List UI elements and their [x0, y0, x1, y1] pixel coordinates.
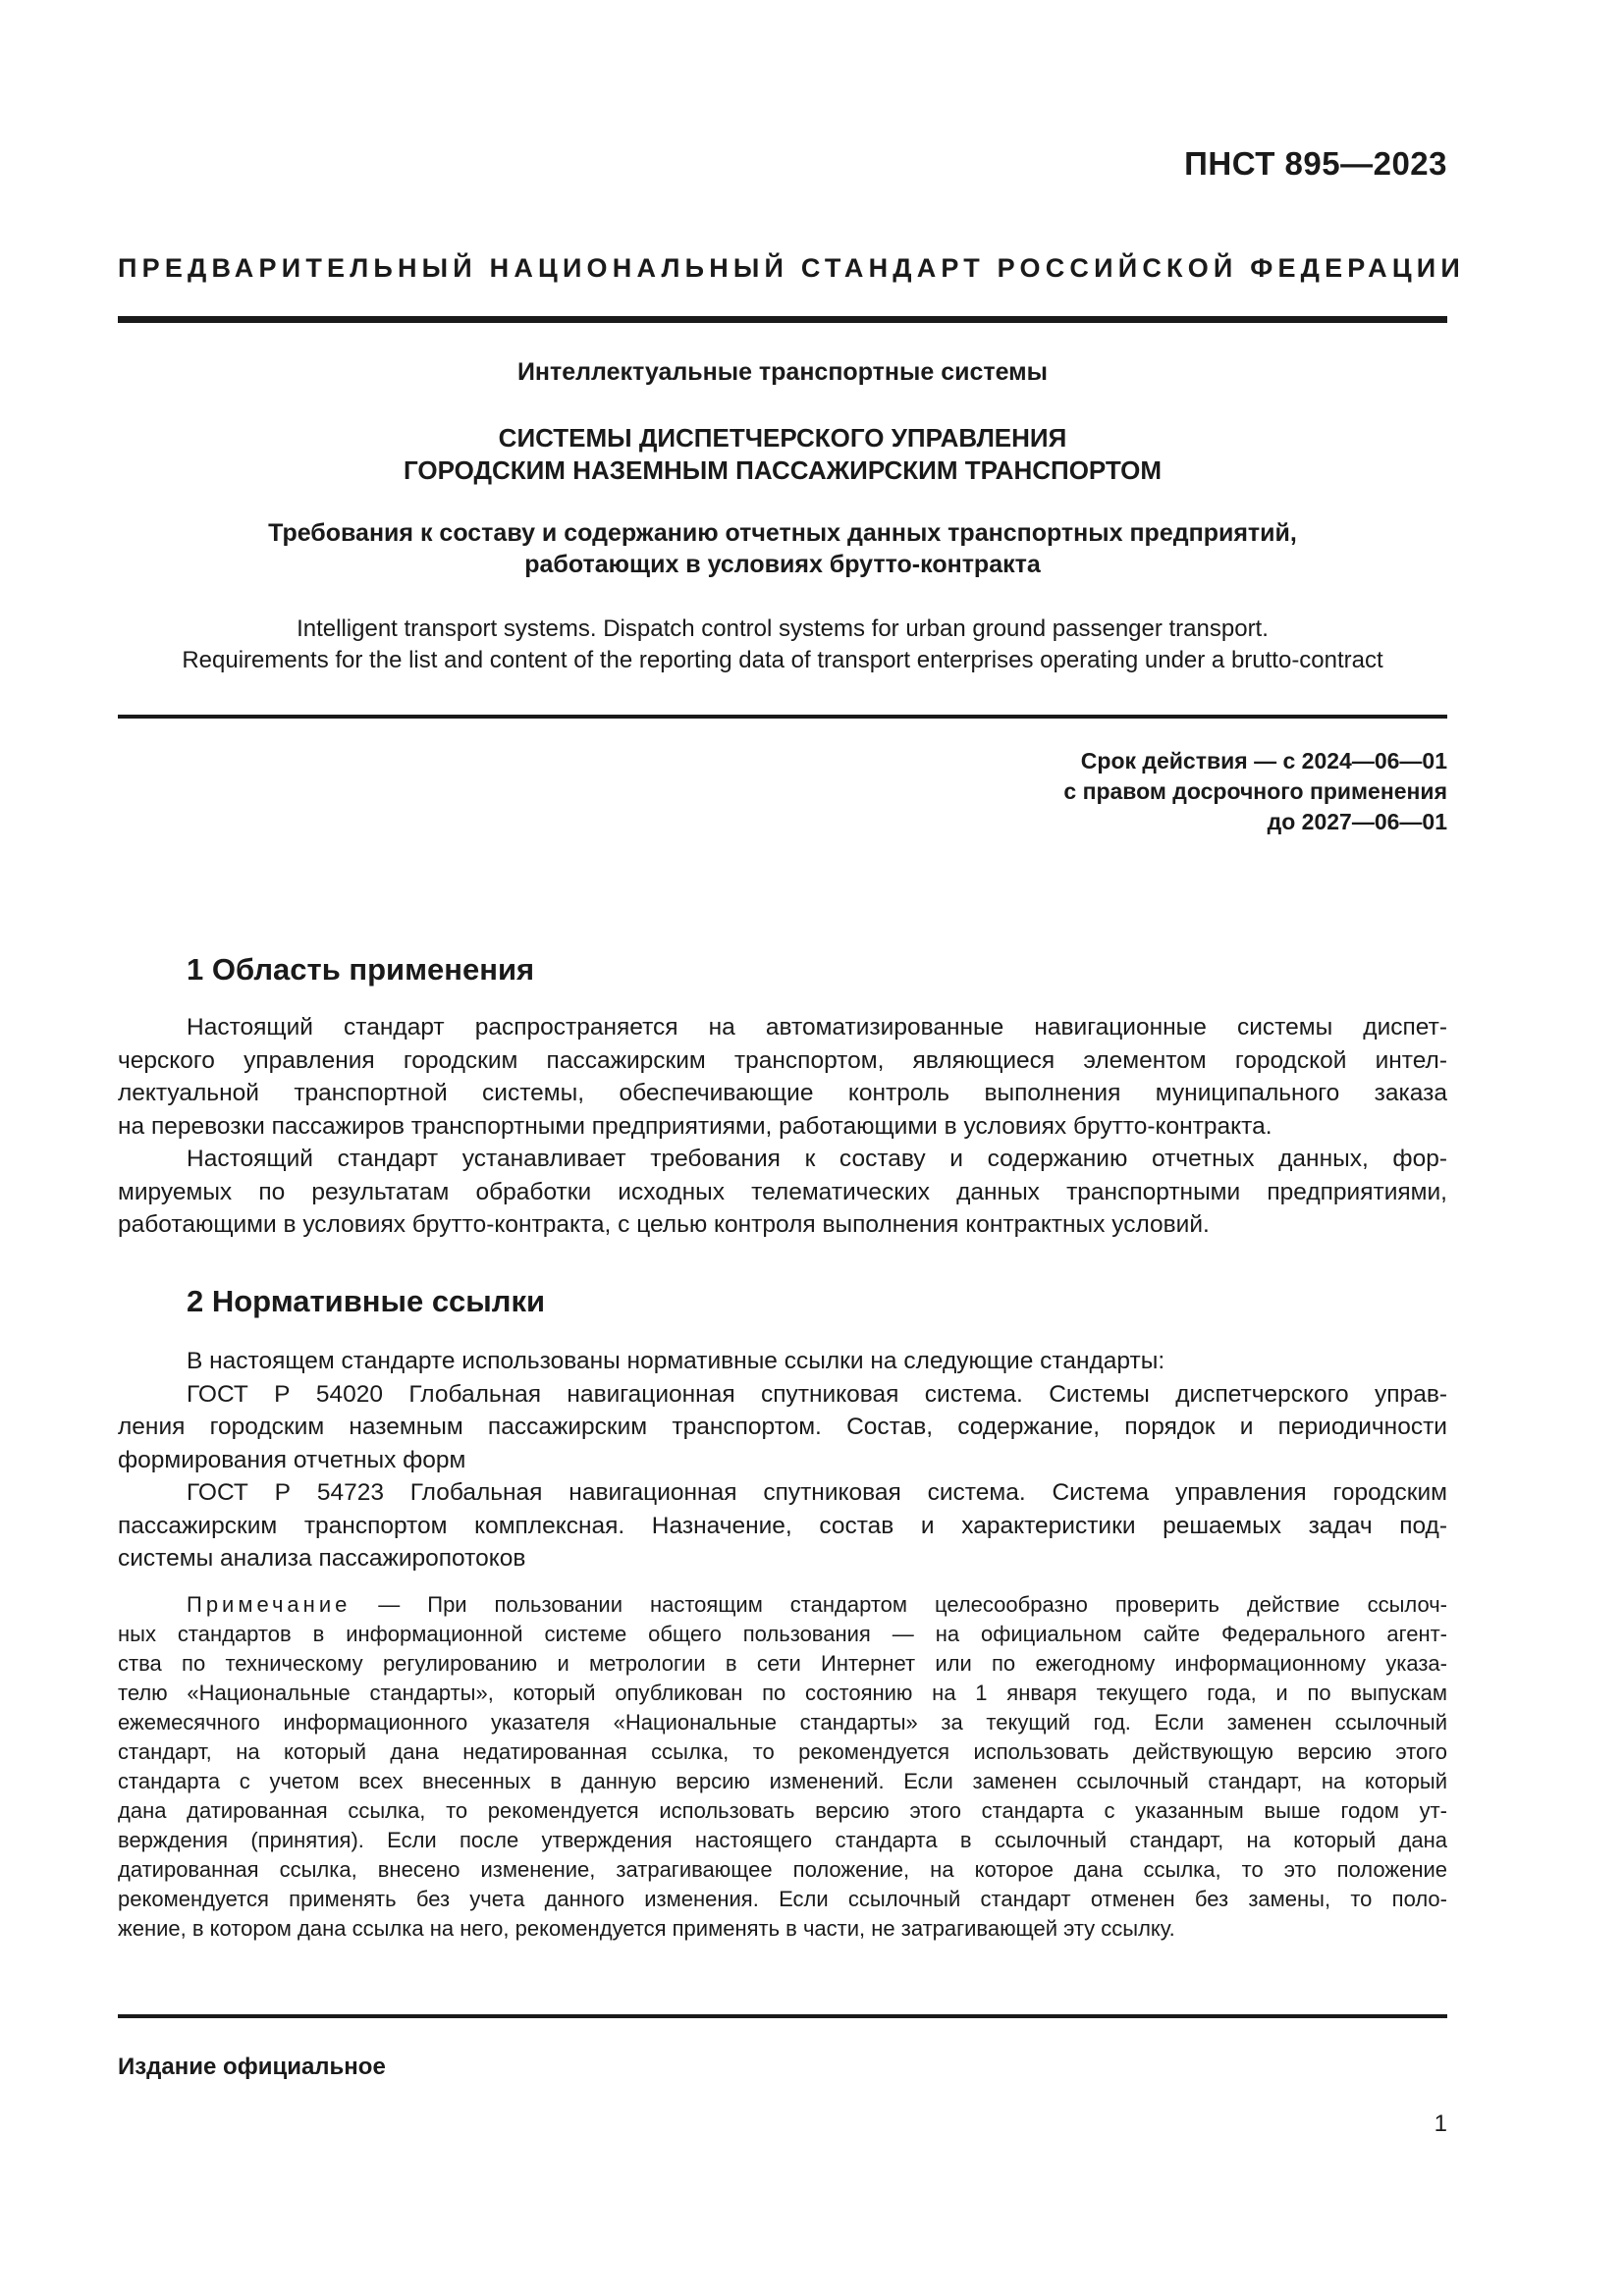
note-line: ных стандартов в информационной системе общего пользования — на официальном сайте Федерального агент- — [118, 1622, 1447, 1646]
text-line: ГОСТ Р 54723 Глобальная навигационная спутниковая система. Система управления городским — [187, 1479, 1447, 1506]
note-line: датированная ссылка, внесено изменение, затрагивающее положение, на которое дана ссылка, то это положение — [118, 1857, 1447, 1882]
note-line: жение, в котором дана ссылка на него, рекомендуется применять в части, не затрагивающей эту ссылку. — [118, 1916, 1175, 1941]
validity-period — [1063, 746, 1447, 837]
validity-line: с правом досрочного применения — [1063, 778, 1447, 804]
title-line: ГОРОДСКИМ НАЗЕМНЫМ ПАССАЖИРСКИМ ТРАНСПОРТОМ — [403, 455, 1163, 485]
note-line: телю «Национальные стандарты», который опубликован по состоянию на 1 января текущего года, и по выпускам — [118, 1681, 1447, 1705]
document-title — [118, 422, 1447, 487]
note-label: Примечание — [187, 1592, 352, 1617]
text-line: работающими в условиях брутто-контракта, с целью контроля выполнения контрактных условий. — [118, 1211, 1210, 1238]
text-line: ления городским наземным пассажирским транспортом. Состав, содержание, порядок и периодичности — [118, 1414, 1447, 1440]
note-text: — При пользовании настоящим стандартом целесообразно проверить действие ссылоч- — [351, 1592, 1447, 1617]
text-line: системы анализа пассажиропотоков — [118, 1545, 526, 1572]
text-line: черского управления городским пассажирским транспортом, являющиеся элементом городской интел- — [118, 1046, 1447, 1074]
text-line: В настоящем стандарте использованы нормативные ссылки на следующие стандарты: — [187, 1348, 1165, 1374]
english-title-line: Requirements for the list and content of the reporting data of transport enterprises operating under a brutto-contract — [182, 647, 1383, 673]
title-rule — [118, 715, 1447, 719]
english-title-line: Intelligent transport systems. Dispatch control systems for urban ground passenger transport. — [297, 615, 1269, 642]
text-line: пассажирским транспортом комплексная. Назначение, состав и характеристики решаемых задач под- — [118, 1512, 1447, 1539]
text-line: Настоящий стандарт устанавливает требования к составу и содержанию отчетных данных, фор- — [187, 1146, 1447, 1172]
document-subtitle — [118, 517, 1447, 580]
page-number: 1 — [1434, 2110, 1447, 2137]
document-number: ПНСТ 895—2023 — [1184, 145, 1447, 182]
subtitle-line: Требования к составу и содержанию отчетных данных транспортных предприятий, — [268, 519, 1297, 547]
validity-line: Срок действия — с 2024—06—01 — [1080, 748, 1447, 774]
text-line: формирования отчетных форм — [118, 1446, 466, 1473]
text-line: на перевозки пассажиров транспортными предприятиями, работающими в условиях брутто-контракта. — [118, 1112, 1272, 1140]
text-line: Настоящий стандарт распространяется на автоматизированные навигационные системы диспет- — [187, 1014, 1447, 1041]
note-line: верждения (принятия). Если после утверждения настоящего стандарта в ссылочный стандарт, на который дана — [118, 1828, 1447, 1852]
text-line: мируемых по результатам обработки исходных телематических данных транспортными предприятиями, — [118, 1178, 1447, 1205]
note-line: дана датированная ссылка, то рекомендуется использовать версию этого стандарта с указанным выше годом ут- — [118, 1798, 1447, 1823]
note-line: ства по техническому регулированию и метрологии в сети Интернет или по ежегодному информационному указа- — [118, 1651, 1447, 1676]
note-line: рекомендуется применять без учета данного изменения. Если ссылочный стандарт отменен без замены, то поло- — [118, 1887, 1447, 1911]
references-paragraph — [118, 1345, 1447, 1575]
note-line: стандарт, на который дана недатированная ссылка, то рекомендуется использовать действующую версию этого — [118, 1739, 1447, 1764]
section-heading: 2 Нормативные ссылки — [187, 1284, 546, 1318]
note-line: ежемесячного информационного указателя «Национальные стандарты» за текущий год. Если заменен ссылочный — [118, 1710, 1447, 1735]
english-title — [118, 614, 1447, 676]
text-line: лектуальной транспортной системы, обеспечивающие контроль выполнения муниципального заказа — [118, 1080, 1447, 1106]
text-line: ГОСТ Р 54020 Глобальная навигационная спутниковая система. Системы диспетчерского управ- — [187, 1380, 1447, 1408]
validity-line: до 2027—06—01 — [1267, 809, 1447, 834]
title-line: СИСТЕМЫ ДИСПЕТЧЕРСКОГО УПРАВЛЕНИЯ — [498, 423, 1067, 453]
footer-rule — [118, 2014, 1447, 2018]
note-line — [118, 1590, 1447, 1620]
section-heading: 1 Область применения — [187, 952, 535, 987]
document-topic: Интеллектуальные транспортные системы — [516, 358, 1049, 386]
scope-paragraph — [118, 1011, 1447, 1242]
subtitle-line: работающих в условиях брутто-контракта — [524, 551, 1041, 578]
document-type: ПРЕДВАРИТЕЛЬНЫЙ НАЦИОНАЛЬНЫЙ СТАНДАРТ РОССИЙСКОЙ ФЕДЕРАЦИИ — [118, 253, 1465, 283]
edition-label: Издание официальное — [118, 2054, 386, 2080]
header-rule — [118, 316, 1447, 323]
note-line: стандарта с учетом всех внесенных в данную версию изменений. Если заменен ссылочный стандарт, на который — [118, 1769, 1447, 1793]
reference-note — [118, 1590, 1447, 1944]
